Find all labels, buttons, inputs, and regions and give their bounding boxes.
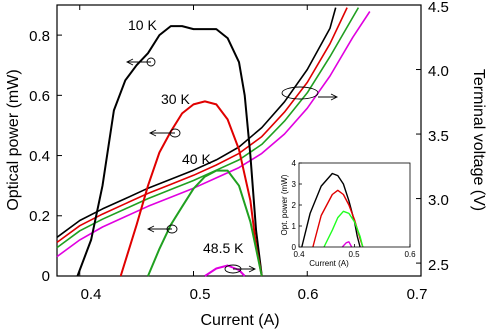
x-tick-label: 0.4 [80, 286, 102, 303]
left-tick-label: 0.6 [29, 88, 50, 105]
right-tick-label: 4.0 [428, 63, 449, 80]
right-tick-label: 4.5 [428, 0, 449, 16]
inset-x-axis-label: Current (A) [309, 259, 349, 268]
power-line-10-k [78, 26, 262, 276]
left-axis-label: Optical power (mW) [5, 69, 22, 211]
inset-x-tick-label: 0.5 [348, 250, 360, 259]
left-tick-label: 0.2 [29, 208, 50, 225]
inset-y-tick-label: 4 [291, 159, 296, 168]
x-tick-label: 0.5 [189, 286, 211, 303]
annotation-40k: 40 K [182, 151, 211, 167]
right-tick-label: 3.0 [428, 192, 449, 209]
left-tick-label: 0.4 [29, 148, 50, 165]
inset-y-tick-label: 1 [291, 222, 296, 231]
inset-y-tick-label: 3 [291, 180, 296, 189]
inset-y-axis-label: Opt. power (mW) [280, 174, 289, 236]
inset-x-tick-label: 0.6 [404, 250, 416, 259]
inset-x-tick-label: 0.4 [293, 250, 305, 259]
annotation-48-5k: 48.5 K [203, 240, 244, 256]
x-tick-label: 0.6 [297, 286, 319, 303]
x-axis-label: Current (A) [200, 312, 280, 329]
right-tick-label: 3.5 [428, 128, 449, 145]
right-axis-label: Terminal voltage (V) [470, 68, 487, 212]
power-line-48-5-k [205, 266, 245, 277]
annotation-30k: 30 K [161, 91, 190, 107]
inset-y-tick-label: 0 [291, 243, 296, 252]
inset-y-tick-label: 2 [291, 201, 296, 210]
right-tick-label: 2.5 [428, 257, 449, 274]
annotation-10k: 10 K [128, 17, 157, 33]
x-tick-label: 0.7 [406, 286, 428, 303]
left-tick-label: 0 [41, 268, 50, 285]
left-tick-label: 0.8 [29, 28, 50, 45]
